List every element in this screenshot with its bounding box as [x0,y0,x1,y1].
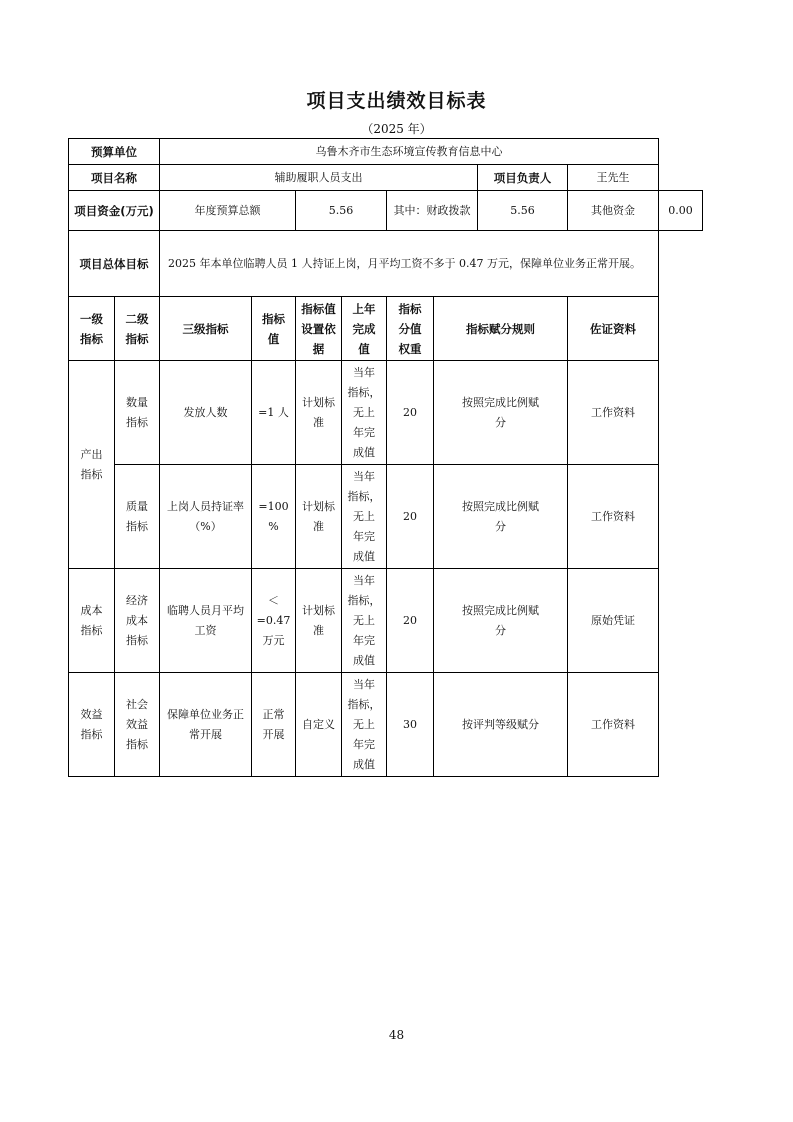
row-last-year: 当年 指标， 无上 年完 成值 [342,673,387,777]
header-weight: 指标 分值 权重 [387,297,434,361]
year-label: （2025 年） [361,122,432,136]
row-level2: 质量 指标 [115,465,160,569]
table-row [69,673,703,777]
row-rule: 按评判等级赋分 [434,673,568,777]
row-basis: 计划标准 [296,569,342,673]
row-basis: 自定义 [296,673,342,777]
row-last-year: 当年 指标， 无上 年完 成值 [342,465,387,569]
project-leader-value: 王先生 [568,165,659,191]
row-weight: 20 [387,465,434,569]
group-output: 产出 指标 [69,361,115,569]
project-name-label: 项目名称 [69,165,160,191]
header-last-year: 上年 完成 值 [342,297,387,361]
budget-unit-row [69,139,703,165]
other-funds-value: 0.00 [659,191,703,231]
row-level2: 数量 指标 [115,361,160,465]
funds-row [69,191,703,231]
table-row [69,361,703,465]
group-benefit: 效益 指标 [69,673,115,777]
row-basis: 计划标准 [296,465,342,569]
row-level2: 经济 成本 指标 [115,569,160,673]
annual-budget-value: 5.56 [296,191,387,231]
budget-unit-label: 预算单位 [69,139,160,165]
project-leader-label: 项目负责人 [478,165,568,191]
overall-goal-row [69,231,703,297]
row-rule: 按照完成比例赋 分 [434,569,568,673]
row-rule: 按照完成比例赋 分 [434,361,568,465]
header-evidence: 佐证资料 [568,297,659,361]
header-row [69,297,703,361]
fiscal-label: 其中：财政拨款 [387,191,478,231]
row-weight: 20 [387,361,434,465]
row-weight: 20 [387,569,434,673]
row-evidence: 工作资料 [568,673,659,777]
overall-goal-label: 项目总体目标 [69,231,160,297]
project-name-row [69,165,703,191]
fiscal-value: 5.56 [478,191,568,231]
row-value: 正常 开展 [252,673,296,777]
overall-goal-value: 2025 年本单位临聘人员 1 人持证上岗，月平均工资不多于 0.47 万元，保障单位业务正常开展。 [160,231,659,297]
table-row [69,465,703,569]
row-last-year: 当年 指标， 无上 年完 成值 [342,361,387,465]
header-level3: 三级指标 [160,297,252,361]
annual-budget-label: 年度预算总额 [160,191,296,231]
header-basis: 指标值设置依 据 [296,297,342,361]
row-value: =100% [252,465,296,569]
row-last-year: 当年 指标， 无上 年完 成值 [342,569,387,673]
row-evidence: 工作资料 [568,465,659,569]
header-level1: 一级 指标 [69,297,115,361]
performance-table [68,138,703,777]
row-level3: 发放人数 [160,361,252,465]
row-evidence: 工作资料 [568,361,659,465]
row-level3: 保障单位业务正常开展 [160,673,252,777]
budget-unit-value: 乌鲁木齐市生态环境宣传教育信息中心 [160,139,659,165]
row-level2: 社会 效益 指标 [115,673,160,777]
table-row [69,569,703,673]
row-value: ＜ =0.47 万元 [252,569,296,673]
row-rule: 按照完成比例赋 分 [434,465,568,569]
other-funds-label: 其他资金 [568,191,659,231]
page-number: 48 [388,1028,405,1042]
row-level3: 上岗人员持证率（%） [160,465,252,569]
header-value: 指标 值 [252,297,296,361]
group-cost: 成本 指标 [69,569,115,673]
row-basis: 计划标准 [296,361,342,465]
page-title: 项目支出绩效目标表 [306,90,487,112]
row-value: =1 人 [252,361,296,465]
funds-label: 项目资金(万元) [69,191,160,231]
header-level2: 二级 指标 [115,297,160,361]
row-level3: 临聘人员月平均工资 [160,569,252,673]
project-name-value: 辅助履职人员支出 [160,165,478,191]
row-weight: 30 [387,673,434,777]
header-rule: 指标赋分规则 [434,297,568,361]
row-evidence: 原始凭证 [568,569,659,673]
